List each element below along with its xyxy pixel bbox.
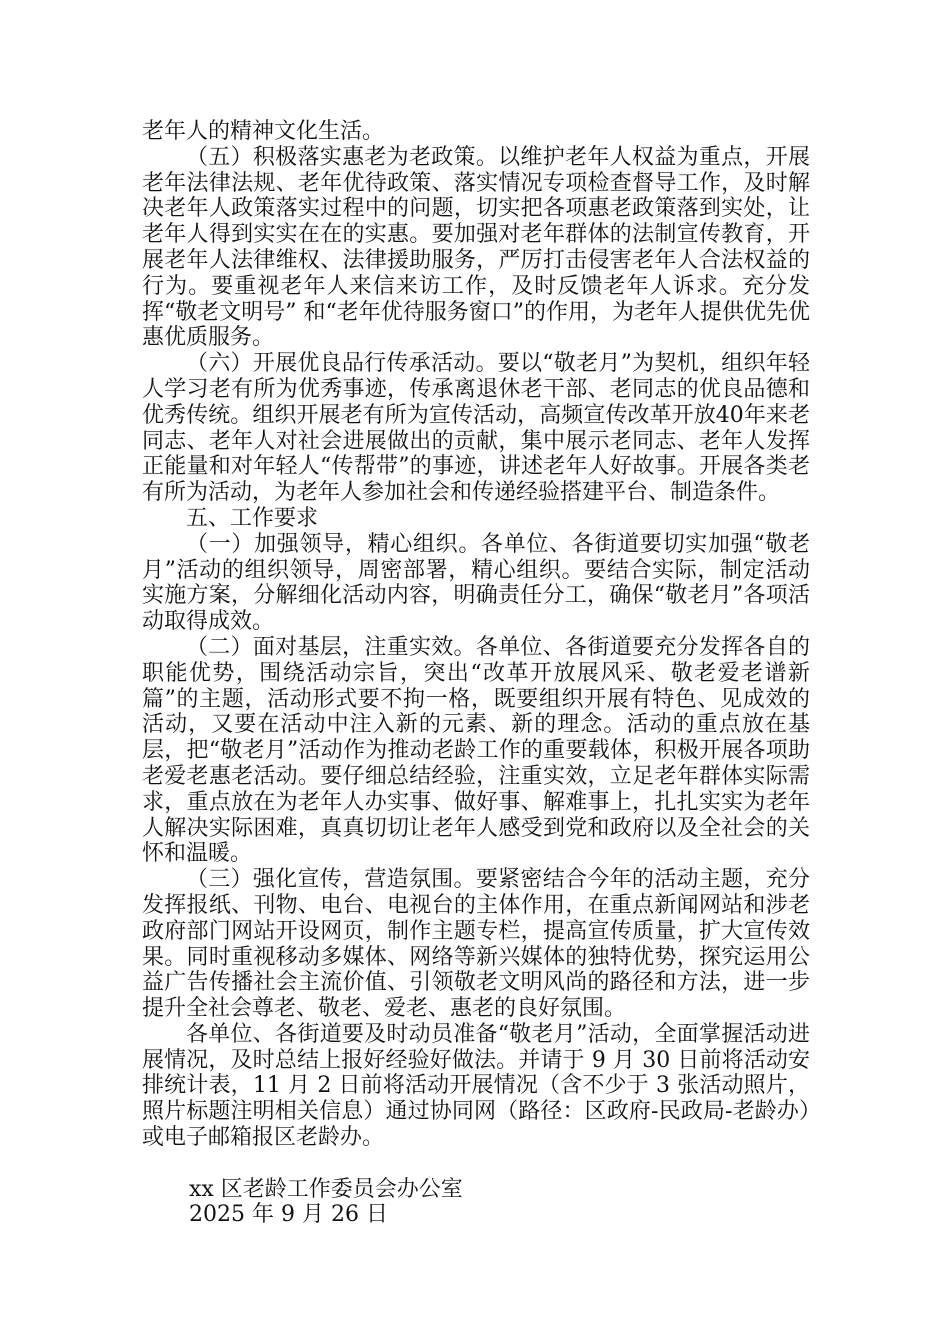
body-paragraph: （一）加强领导，精心组织。各单位、各街道要切实加强“敬老月”活动的组织领导，周密部署，精心组织。要结合实际，制定活动实施方案，分解细化活动内容，明确责任分工，确保“敬老月”各项活动取得成效。 xyxy=(142,531,810,635)
signature-organization: xx 区老龄工作委员会办公室 xyxy=(189,1176,463,1202)
body-paragraph: （六）开展优良品行传承活动。要以“敬老月”为契机，组织年轻人学习老有所为优秀事迹，传承离退休老干部、老同志的优良品德和优秀传统。组织开展老有所为宣传活动，高频宣传改革开放40年来老同志、老年人对社会进展做出的贡献，集中展示老同志、老年人发挥正能量和对年轻人“传帮带”的事迹，讲述老年人好故事。开展各类老有所为活动，为老年人参加社会和传递经验搭建平台、制造条件。 xyxy=(142,351,810,506)
body-paragraph: 老年人的精神文化生活。 xyxy=(142,119,385,144)
section-heading: 五、工作要求 xyxy=(186,505,319,531)
document-body xyxy=(142,119,810,1228)
body-paragraph: （三）强化宣传，营造氛围。要紧密结合今年的活动主题，充分发挥报纸、刊物、电台、电视台的主体作用，在重点新闻网站和涉老政府部门网站开设网页，制作主题专栏，提高宣传质量，扩大宣传效果。同时重视移动多媒体、网络等新兴媒体的独特优势，探究运用公益广告传播社会主流价值、引领敬老文明风尚的路径和方法，进一步提升全社会尊老、敬老、爱老、惠老的良好氛围。 xyxy=(142,867,810,1022)
body-paragraph: （五）积极落实惠老为老政策。以维护老年人权益为重点，开展老年法律法规、老年优待政策、落实情况专项检查督导工作，及时解决老年人政策落实过程中的问题，切实把各项惠老政策落到实处，让老年人得到实实在在的实惠。要加强对老年群体的法制宣传教育，开展老年人法律维权、法律援助服务，严厉打击侵害老年人合法权益的行为。要重视老年人来信来访工作，及时反馈老年人诉求。充分发挥“敬老文明号” 和“老年优待服务窗口”的作用，为老年人提供优先优惠优质服务。 xyxy=(142,144,810,351)
blank-line xyxy=(142,1151,810,1177)
body-paragraph: （二）面对基层，注重实效。各单位、各街道要充分发挥各自的职能优势，围绕活动宗旨，突出“改革开放展风采、敬老爱老谱新篇”的主题，活动形式要不拘一格，既要组织开展有特色、见成效的活动，又要在活动中注入新的元素、新的理念。活动的重点放在基层，把“敬老月”活动作为推动老龄工作的重要载体，积极开展各项助老爱老惠老活动。要仔细总结经验，注重实效，立足老年群体实际需求，重点放在为老年人办实事、做好事、解难事上，扎扎实实为老年人解决实际困难，真真切切让老年人感受到党和政府以及全社会的关怀和温暖。 xyxy=(142,634,810,867)
signature-date: 2025 年 9 月 26 日 xyxy=(189,1202,388,1228)
body-paragraph: 各单位、各街道要及时动员准备“敬老月”活动，全面掌握活动进展情况，及时总结上报好经验好做法。并请于 9 月 30 日前将活动安排统计表，11 月 2 日前将活动开展情况（含不少于 3 张活动照片，照片标题注明相关信息）通过协同网（路径：区政府-民政局-老龄办）或电子邮箱报区老龄办。 xyxy=(142,1021,810,1151)
